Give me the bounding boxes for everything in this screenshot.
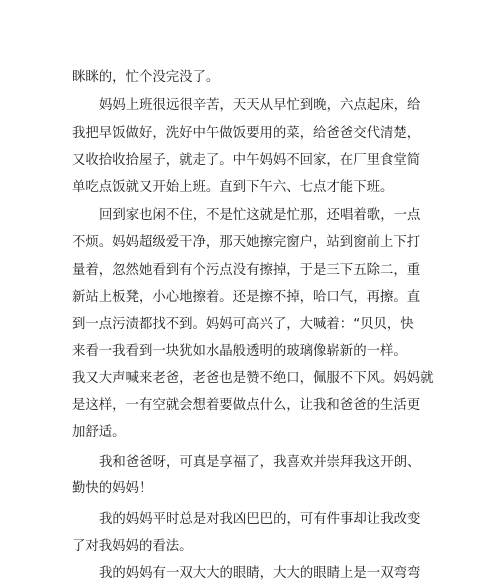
text-line: 眯眯的，忙个没完没了。 bbox=[72, 70, 220, 85]
paragraph-first-line: 妈妈上班很远很辛苦，天天从早忙到晚，六点起床，给 bbox=[99, 98, 421, 113]
paragraph-first-line: 我的妈妈平时总是对我凶巴巴的，可有件事却让我改变 bbox=[99, 512, 421, 527]
text-line: 加舒适。 bbox=[72, 425, 126, 440]
text-line: 到一点污渍都找不到。妈妈可高兴了，大喊着：“贝贝，快 bbox=[72, 317, 414, 332]
text-line: 来看一我看到一块犹如水晶般透明的玻璃像崭新的一样。 bbox=[72, 344, 407, 359]
paragraph-first-line: 我和爸爸呀，可真是享福了，我喜欢并崇拜我这开朗、 bbox=[99, 455, 421, 470]
text-line: 我又大声喊来老爸，老爸也是赞不绝口，佩服不下风。妈妈就 bbox=[72, 371, 434, 386]
text-line: 单吃点饭就又开始上班。直到下午六、七点才能下班。 bbox=[72, 180, 394, 195]
text-line: 是这样，一有空就会想着要做点什么，让我和爸爸的生活更 bbox=[72, 398, 421, 413]
text-line: 量着，忽然她看到有个污点没有擦掉，于是三下五除二，重 bbox=[72, 263, 421, 278]
text-line: 又收拾收拾屋子，就走了。中午妈妈不回家，在厂里食堂简 bbox=[72, 153, 421, 168]
text-line: 勤快的妈妈！ bbox=[72, 481, 153, 496]
text-line: 新站上板凳，小心地擦着。还是擦不掉，哈口气，再擦。直 bbox=[72, 290, 421, 305]
paragraph-first-line: 我的妈妈有一双大大的眼睛，大大的眼睛上是一双弯弯 bbox=[99, 566, 421, 581]
text-line: 了对我妈妈的看法。 bbox=[72, 539, 193, 554]
text-line: 我把早饭做好，洗好中午做饭要用的菜，给爸爸交代清楚， bbox=[72, 126, 421, 141]
text-line: 不烦。妈妈超级爱干净，那天她擦完窗户，站到窗前上下打 bbox=[72, 235, 421, 250]
paragraph-first-line: 回到家也闲不住，不是忙这就是忙那，还唱着歌，一点 bbox=[99, 208, 421, 223]
